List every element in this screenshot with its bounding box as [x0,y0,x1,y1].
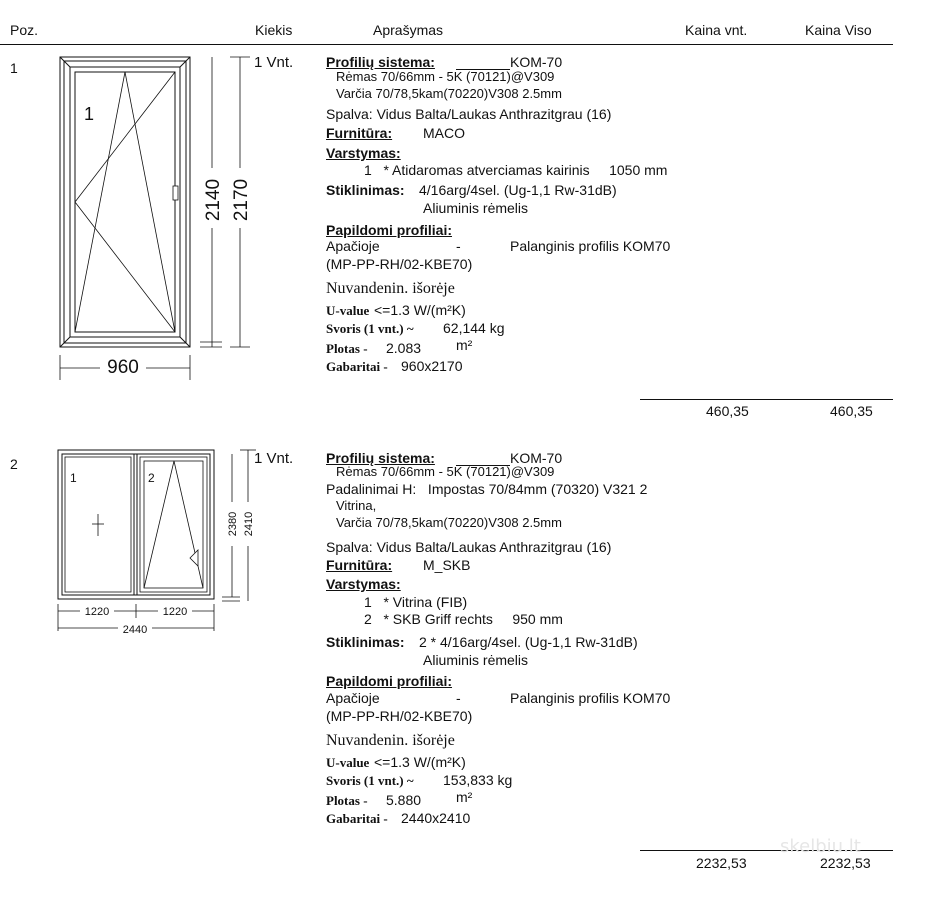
item2-weight-label: Svoris (1 vnt.) ~ [326,773,414,788]
item2-window-drawing [0,0,340,660]
item1-uvalue-value: <=1.3 W/(m²K) [374,302,466,318]
item1-extra-code: (MP-PP-RH/02-KBE70) [326,256,473,272]
item2-position: 2 [10,456,18,472]
watermark: skelbiu.lt [780,836,861,857]
item2-opening-label: Varstymas: [326,576,401,592]
item1-glazing-frame: Aliuminis rėmelis [423,200,529,216]
item2-opening-1: 1 * Vitrina (FIB) [364,594,468,610]
item2-area-unit: m² [456,789,473,805]
header-description: Aprašymas [373,22,444,38]
item1-area-value: 2.083 [386,340,422,356]
item2-drip: Nuvandenin. išorėje [326,732,455,749]
item1-frame: Rėmas 70/66mm - 5K (70121)@V309 [336,69,555,84]
item1-color: Spalva: Vidus Balta/Laukas Anthrazitgrau (16) [326,106,612,122]
item1-extra-name: Palanginis profilis KOM70 [510,238,671,254]
item2-profile-value: KOM-70 [510,450,563,466]
item2-profile-label: Profilių sistema: [326,450,435,466]
header-pos: Poz. [10,22,39,38]
item1-profile-value: KOM-70 [510,54,563,70]
item1-uvalue-label: U-value [326,303,370,318]
item2-height-inner-label: 2380 [227,511,239,537]
item1-extra-position: Apačioje [326,238,380,254]
item2-size-value: 2440x2410 [401,810,471,826]
item1-opening-label: Varstymas: [326,145,401,161]
item2-extra-name: Palanginis profilis KOM70 [510,690,671,706]
item1-quantity: 1 Vnt. [254,54,294,71]
item1-glazing-label: Stiklinimas: [326,182,405,198]
header-unit-price: Kaina vnt. [685,22,748,38]
item2-width1-label: 1220 [84,606,110,618]
item1-position: 1 [10,60,18,76]
item2-uvalue-value: <=1.3 W/(m²K) [374,754,466,770]
item2-width2-label: 1220 [162,606,188,618]
item1-width-label: 960 [107,357,139,378]
item2-quantity: 1 Vnt. [254,450,294,467]
item1-price-rule [640,399,893,400]
item1-extra-dash: - [456,238,461,254]
item2-extra-code: (MP-PP-RH/02-KBE70) [326,708,473,724]
item2-uvalue-label: U-value [326,755,370,770]
item2-sash2-number: 2 [148,471,155,485]
item2-weight-value: 153,833 kg [443,772,513,788]
item1-size-value: 960x2170 [401,358,463,374]
item2-extra-dash: - [456,690,461,706]
item1-height-inner-label: 2140 [203,178,224,222]
item2-height-outer-label: 2410 [243,511,255,537]
item1-profile-label: Profilių sistema: [326,54,435,70]
item2-unit-price: 2232,53 [696,855,747,871]
item1-extra-label: Papildomi profiliai: [326,222,453,238]
item2-division: Padalinimai H: Impostas 70/84mm (70320) V321 2 [326,481,648,497]
item2-opening-2: 2 * SKB Griff rechts 950 mm [364,611,563,627]
item1-opening-1: 1 * Atidaromas atverciamas kairinis 1050 mm [364,162,668,178]
item2-area-label: Plotas - [326,793,368,808]
item2-extra-position: Apačioje [326,690,380,706]
item2-size-label: Gabaritai - [326,811,388,826]
item1-sash: Varčia 70/78,5kam(70220)V308 2.5mm [336,86,562,101]
item1-area-unit: m² [456,337,473,353]
item1-height-outer-label: 2170 [231,178,252,222]
header-qty: Kiekis [255,22,293,38]
item2-area-value: 5.880 [386,792,422,808]
item2-glazing-value: 2 * 4/16arg/4sel. (Ug-1,1 Rw-31dB) [419,634,638,650]
item1-hardware-label: Furnitūra: [326,125,393,141]
item1-weight-label: Svoris (1 vnt.) ~ [326,321,414,336]
item1-area-label: Plotas - [326,341,368,356]
item2-color: Spalva: Vidus Balta/Laukas Anthrazitgrau (16) [326,539,612,555]
item2-extra-label: Papildomi profiliai: [326,673,453,689]
item2-glazing-frame: Aliuminis rėmelis [423,652,529,668]
item2-glazing-label: Stiklinimas: [326,634,405,650]
item1-drip: Nuvandenin. išorėje [326,280,455,297]
item1-total-price: 460,35 [830,403,873,419]
item1-unit-price: 460,35 [706,403,749,419]
item2-total-price: 2232,53 [820,855,871,871]
item1-size-label: Gabaritai - [326,359,388,374]
item2-hardware-value: M_SKB [423,557,471,573]
item1-glazing-value: 4/16arg/4sel. (Ug-1,1 Rw-31dB) [419,182,617,198]
item2-sash1-number: 1 [70,471,77,485]
item1-hardware-value: MACO [423,125,465,141]
item2-frame: Rėmas 70/66mm - 5K (70121)@V309 [336,464,555,479]
item2-sash: Varčia 70/78,5kam(70220)V308 2.5mm [336,515,562,530]
item1-sash-number: 1 [84,104,95,124]
item2-vitrina: Vitrina, [336,498,377,513]
header-total-price: Kaina Viso [805,22,872,38]
item2-width-label: 2440 [122,624,148,636]
item2-hardware-label: Furnitūra: [326,557,393,573]
item1-weight-value: 62,144 kg [443,320,505,336]
